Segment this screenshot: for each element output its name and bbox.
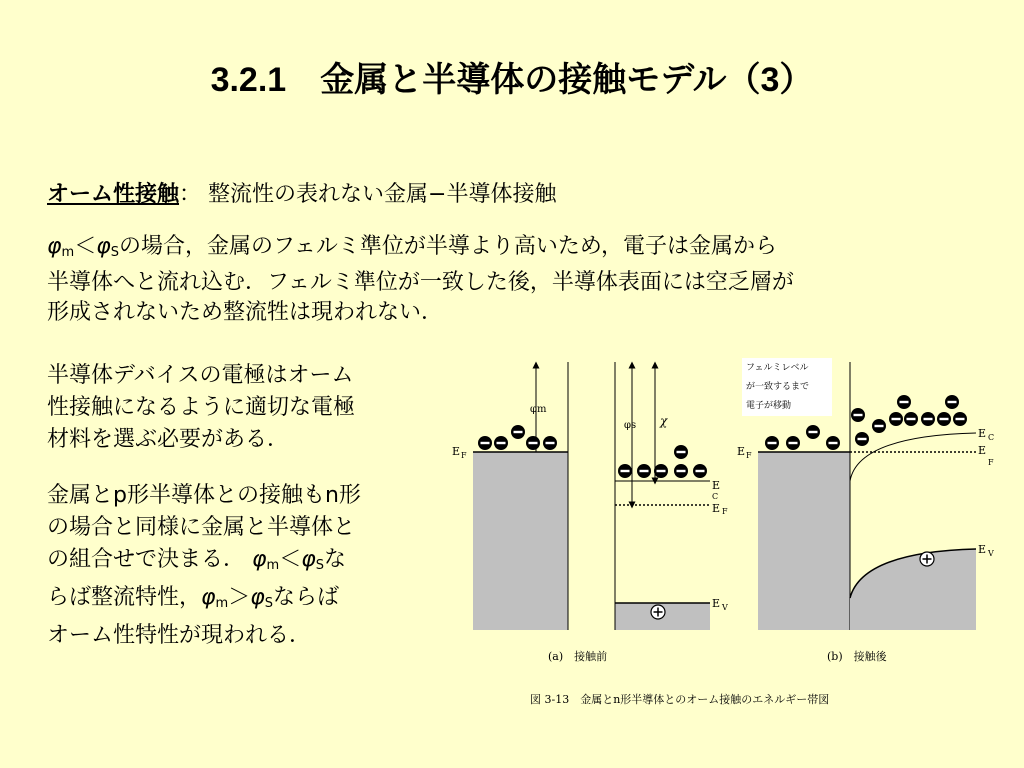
svg-text:V: V (722, 603, 728, 612)
phi-s-label: φs (624, 420, 637, 431)
panel-a-before-contact (452, 362, 728, 663)
electron (872, 419, 886, 433)
electron (921, 412, 935, 426)
electron (674, 445, 688, 459)
electron (826, 436, 840, 450)
electron (543, 436, 557, 450)
figure-caption: 図 3-13 金属とn形半導体とのオーム接触のエネルギー帯図 (530, 693, 830, 706)
ef-label-metal-b: E (737, 445, 746, 458)
electron (526, 436, 540, 450)
valence-band-b (850, 549, 976, 630)
svg-text:F: F (746, 451, 752, 460)
svg-text:C: C (988, 433, 995, 442)
phi-m-label: φm (530, 404, 547, 415)
electron (674, 464, 688, 478)
electron (494, 436, 508, 450)
hole (651, 605, 665, 619)
ohmic-definition: オーム性接触： 整流性の表れない金属−半導体接触 (47, 182, 557, 207)
electron (618, 464, 632, 478)
electron (889, 412, 903, 426)
hole (920, 552, 934, 566)
electron (654, 464, 668, 478)
svg-text:F: F (722, 507, 728, 516)
electron (806, 425, 820, 439)
electron (637, 464, 651, 478)
svg-text:が一致するまで: が一致するまで (746, 382, 810, 392)
electron (897, 395, 911, 409)
electron (478, 436, 492, 450)
ev-label-a: E (712, 597, 721, 610)
svg-text:V: V (988, 549, 994, 558)
chi-label: χ (660, 414, 668, 428)
label-after-contact: (b) 接触後 (827, 650, 887, 663)
p-type-paragraph: 金属とp形半導体との接触もn形 の場合と同様に金属と半導体と の組合せで決まる． $\varphi_m<\varphi_S$な らば整流特性，$\varphi_m>\varphi_S$ならば オーム性特性が現われる． (47, 483, 361, 648)
metal-block-a (473, 452, 568, 630)
explanation-paragraph: $\varphi_m<\varphi_S$の場合，金属のフェルミ準位が半導より高いため，電子は金属から 半導体へと流れ込む．フェルミ準位が一致した後，半導体表面には空乏層が 形成されないため整流牲は現われない． (47, 234, 794, 325)
ec-label-a: E (712, 479, 721, 492)
label-before-contact: (a) 接触前 (548, 650, 608, 663)
metal-block-b (758, 452, 850, 630)
electron (855, 432, 869, 446)
svg-text:F: F (461, 451, 467, 460)
electron (904, 412, 918, 426)
electron (851, 408, 865, 422)
page-title: 3.2.1 金属と半導体の接触モデル（3） (210, 61, 814, 99)
ec-curve-b (850, 433, 976, 481)
electron (945, 395, 959, 409)
ec-label-b: E (978, 427, 987, 440)
svg-text:F: F (988, 458, 994, 467)
ef-label-metal-a: E (452, 445, 461, 458)
electrode-paragraph: 半導体デバイスの電極はオーム 性接触になるように適切な電極 材料を選ぶ必要がある． (47, 363, 356, 452)
ef-label-semi-a: E (712, 502, 721, 515)
electron (511, 425, 525, 439)
electron (953, 412, 967, 426)
electron (786, 436, 800, 450)
ohmic-definition-text: 整流性の表れない金属−半導体接触 (208, 182, 557, 207)
svg-text:C: C (712, 492, 719, 501)
electron (693, 464, 707, 478)
note-text: フェルミレベル (746, 363, 809, 373)
electron (765, 436, 779, 450)
electron (937, 412, 951, 426)
ev-label-b: E (978, 543, 987, 556)
panel-b-after-contact (737, 358, 994, 663)
svg-text:電子が移動: 電子が移動 (746, 401, 792, 411)
ef-label-semi-b: E (978, 444, 987, 457)
ohmic-heading: オーム性接触 (47, 182, 180, 207)
